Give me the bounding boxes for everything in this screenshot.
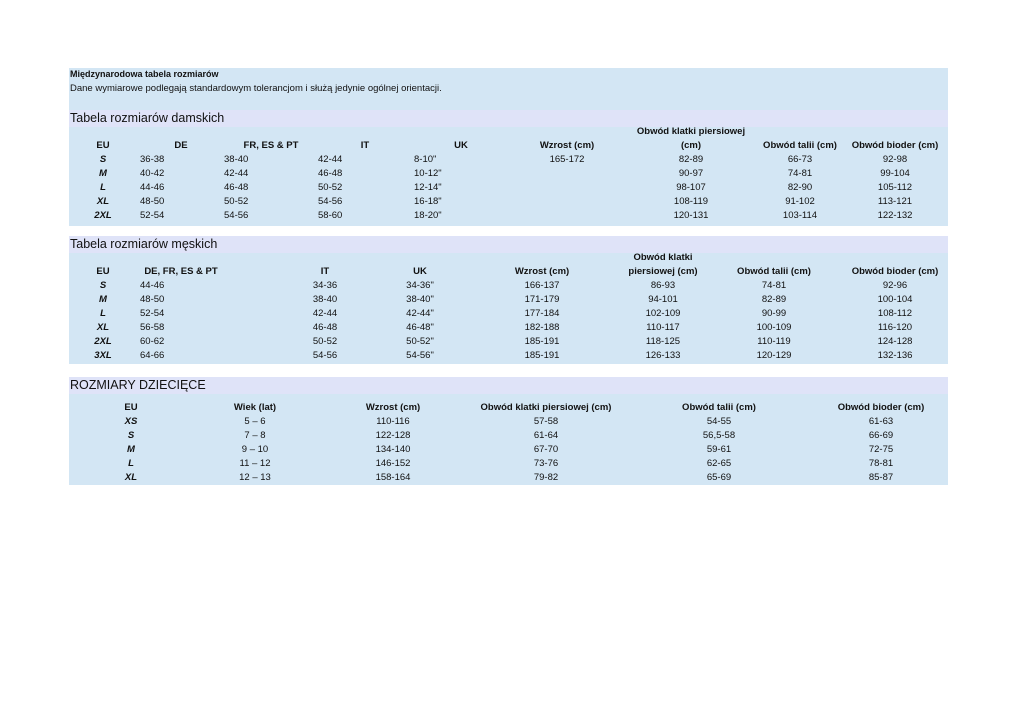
size-label: XS [124,416,138,427]
men-section-title: Tabela rozmiarów męskich [69,236,948,253]
column-header: Obwód klatki [633,252,693,263]
table-cell: 54-56 [318,196,343,207]
table-cell: 48-50 [140,196,165,207]
table-cell: 113-121 [877,196,913,207]
table-cell: 86-93 [650,280,676,291]
table-cell: 46-48 [318,168,343,179]
table-cell: 82-90 [787,182,813,193]
table-cell: 52-54 [140,210,165,221]
table-cell: 110-116 [376,416,410,427]
table-cell: 100-104 [877,294,913,305]
table-cell: 57-58 [533,416,559,427]
table-cell: 50-52 [318,182,343,193]
table-cell: 7 – 8 [244,430,266,441]
table-cell: 103-114 [782,210,818,221]
size-label: S [99,280,107,291]
table-cell: 42-44" [406,308,434,319]
column-header: IT [360,140,370,151]
table-cell: 34-36" [406,280,434,291]
table-cell: 56-58 [140,322,165,333]
table-cell: 120-129 [756,350,792,361]
table-cell: 61-63 [868,416,894,427]
table-cell: 42-44 [224,168,249,179]
table-cell: 102-109 [645,308,681,319]
table-cell: 118-125 [645,336,681,347]
column-header: FR, ES & PT [243,140,299,151]
table-cell: 90-99 [761,308,787,319]
table-cell: 60-62 [140,336,165,347]
table-cell: 44-46 [140,182,165,193]
table-cell: 177-184 [524,308,560,319]
table-cell: 38-40" [406,294,434,305]
table-cell: 122-132 [877,210,913,221]
table-cell: 185-191 [524,336,560,347]
table-cell: 91-102 [785,196,815,207]
table-cell: 54-56" [406,350,434,361]
size-label: XL [124,472,138,483]
column-header: Obwód talii (cm) [682,402,756,413]
table-cell: 78-81 [868,458,894,469]
men-size-table [69,253,948,364]
table-cell: 67-70 [533,444,559,455]
column-header: EU [96,266,110,277]
table-cell: 50-52 [312,336,338,347]
table-cell: 34-36 [312,280,338,291]
column-header: DE [174,140,188,151]
table-cell: 134-140 [375,444,411,455]
kids-size-table [69,394,948,485]
size-label: S [127,430,135,441]
table-cell: 92-98 [882,154,908,165]
table-cell: 46-48 [312,322,338,333]
table-cell: 38-40 [312,294,338,305]
table-cell: 54-56 [224,210,249,221]
column-header: EU [96,140,110,151]
size-label: XL [96,322,110,333]
table-cell: 72-75 [868,444,894,455]
table-cell: 146-152 [375,458,411,469]
table-cell: 82-89 [678,154,704,165]
table-cell: 12-14" [414,182,442,193]
table-cell: 48-50 [140,294,165,305]
size-label: M [99,294,107,305]
column-header: Wiek (lat) [233,402,277,413]
column-header: Obwód bioder (cm) [851,266,939,277]
table-cell: 73-76 [533,458,559,469]
size-label: L [128,458,134,469]
table-cell: 46-48 [224,182,249,193]
table-cell: 74-81 [787,168,813,179]
table-cell: 58-60 [318,210,343,221]
table-cell: 56,5-58 [702,430,736,441]
size-label: XL [96,196,110,207]
column-header: Obwód talii (cm) [737,266,811,277]
table-cell: 100-109 [756,322,792,333]
table-cell: 46-48" [406,322,434,333]
table-cell: 182-188 [524,322,560,333]
table-cell: 108-119 [673,196,709,207]
table-cell: 61-64 [533,430,559,441]
column-header: Obwód talii (cm) [763,140,837,151]
table-cell: 120-131 [673,210,709,221]
table-cell: 12 – 13 [239,472,271,483]
table-cell: 108-112 [877,308,913,319]
table-cell: 38-40 [224,154,249,165]
table-cell: 85-87 [868,472,894,483]
intro-note: Dane wymiarowe podlegają standardowym tolerancjom i służą jedynie ogólnej orientacji. [70,83,442,94]
table-cell: 66-73 [787,154,813,165]
intro-band [69,68,948,110]
column-header: Obwód klatki piersiowej [636,126,746,137]
table-cell: 42-44 [312,308,338,319]
table-cell: 44-46 [140,280,165,291]
table-cell: 36-38 [140,154,165,165]
size-label: 2XL [94,210,112,221]
size-label: 3XL [94,350,112,361]
column-header: EU [124,402,138,413]
table-cell: 18-20" [414,210,442,221]
table-cell: 126-133 [645,350,681,361]
table-cell: 116-120 [877,322,913,333]
table-cell: 52-54 [140,308,165,319]
table-cell: 74-81 [761,280,787,291]
table-cell: 50-52 [224,196,249,207]
women-size-table [69,127,948,226]
table-cell: 16-18" [414,196,442,207]
kids-section-title: ROZMIARY DZIECIĘCE [69,377,948,394]
table-cell: 171-179 [524,294,560,305]
table-cell: 94-101 [648,294,678,305]
column-header: DE, FR, ES & PT [144,266,218,277]
table-cell: 122-128 [375,430,411,441]
size-label: S [99,154,107,165]
intro-title: Międzynarodowa tabela rozmiarów [70,69,219,79]
column-header: UK [413,266,427,277]
size-label: M [99,168,107,179]
table-cell: 79-82 [533,472,559,483]
women-section-title: Tabela rozmiarów damskich [69,110,948,127]
table-cell: 158-164 [375,472,411,483]
table-cell: 5 – 6 [244,416,266,427]
column-header: UK [454,140,468,151]
table-cell: 185-191 [524,350,560,361]
table-cell: 40-42 [140,168,165,179]
table-cell: 110-117 [646,322,680,333]
table-cell: 8-10" [414,154,437,165]
table-cell: 166-137 [524,280,560,291]
size-label: L [100,182,106,193]
size-label: L [100,308,106,319]
table-cell: 82-89 [761,294,787,305]
table-cell: 98-107 [676,182,706,193]
column-header: Obwód klatki piersiowej (cm) [480,402,612,413]
size-label: M [127,444,135,455]
table-cell: 54-55 [706,416,732,427]
table-cell: 59-61 [706,444,732,455]
table-cell: 62-65 [706,458,732,469]
column-header: Obwód bioder (cm) [851,140,939,151]
size-chart-sheet [69,68,948,485]
table-cell: 10-12" [414,168,442,179]
table-cell: 50-52" [406,336,434,347]
column-header: (cm) [680,140,702,151]
table-cell: 11 – 12 [239,458,271,469]
column-header: Wzrost (cm) [514,266,570,277]
table-cell: 66-69 [868,430,894,441]
size-label: 2XL [94,336,112,347]
table-cell: 124-128 [877,336,913,347]
table-cell: 92-96 [882,280,908,291]
table-cell: 42-44 [318,154,343,165]
column-header: piersiowej (cm) [628,266,698,277]
column-header: IT [320,266,330,277]
column-header: Obwód bioder (cm) [837,402,925,413]
table-cell: 9 – 10 [241,444,269,455]
column-header: Wzrost (cm) [539,140,595,151]
table-cell: 64-66 [140,350,165,361]
column-header: Wzrost (cm) [365,402,421,413]
table-cell: 132-136 [877,350,913,361]
table-cell: 110-119 [757,336,791,347]
table-cell: 105-112 [877,182,913,193]
table-cell: 165-172 [549,154,585,165]
table-cell: 65-69 [706,472,732,483]
table-cell: 90-97 [678,168,704,179]
table-cell: 54-56 [312,350,338,361]
table-cell: 99-104 [880,168,910,179]
